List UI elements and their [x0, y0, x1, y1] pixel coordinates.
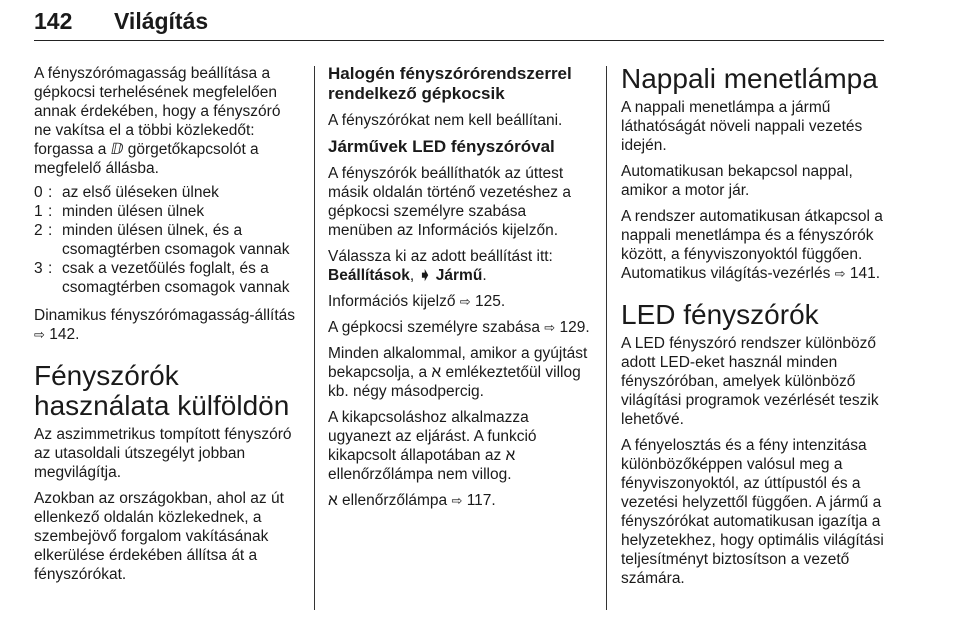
asymmetric-paragraph: Az aszimmetrikus tompított fényszóró az utasoldali útszegélyt jobban megvilágítja. — [34, 426, 292, 481]
select-paragraph: Válassza ki az adott beállítást itt: Beállítások, ➧ Jármű. — [328, 248, 553, 284]
control-lamp-paragraph: ﬡ ellenőrzőlámpa ⇨ 117. — [328, 492, 496, 509]
heading-halogen: Halogén fényszórórendszerrel rendelkező gépkocsik — [328, 64, 572, 103]
page-reference-link[interactable]: 141. — [849, 265, 881, 282]
headlight-control-icon: ﬡ — [505, 447, 516, 464]
arrow-right-icon: ⇨ — [459, 294, 471, 309]
daytime-paragraph-2: Automatikusan bekapcsol nappal, amikor a motor jár. — [621, 163, 853, 199]
headlight-control-icon: ﬡ — [431, 364, 442, 381]
page-reference-link[interactable]: 129. — [559, 319, 590, 336]
daytime-paragraph-3: A rendszer automatikusan átkapcsol a nappali menetlámpa és a fényszórók között, a fényviszonyoktól függően. Automatikus világítás-vezérlés ⇨ 141. — [621, 208, 883, 282]
daytime-paragraph-1: A nappali menetlámpa a jármű láthatóságát növeli nappali vezetés idején. — [621, 99, 863, 154]
column-left — [34, 64, 300, 591]
deactivate-paragraph: A kikapcsoláshoz alkalmazza ugyanezt az eljárást. A funkció kikapcsolt állapotában az ﬡ ellenőrzőlámpa nem villog. — [328, 409, 537, 483]
arrow-right-icon: ⇨ — [544, 320, 556, 335]
column-divider — [314, 66, 315, 610]
settings-menu-label: Beállítások — [328, 267, 410, 284]
page-reference-link[interactable]: 142. — [49, 326, 80, 343]
halogen-paragraph: A fényszórókat nem kell beállítani. — [328, 112, 563, 129]
column-middle — [328, 64, 592, 517]
heading-daytime-lights: Nappali menetlámpa — [621, 63, 878, 94]
list-item: 0 : az első üléseken ülnek — [34, 184, 219, 201]
vehicle-menu-label: ➧ Jármű — [418, 267, 483, 284]
arrow-right-icon: ⇨ — [834, 266, 846, 281]
dynamic-leveling-paragraph: Dinamikus fényszórómagasság-állítás ⇨ 142. — [34, 307, 296, 343]
led-paragraph: A fényszórók beállíthatók az úttest másik oldalán történő vezetéshez a gépkocsi személyre szabása menüben az Információs kijelzőn. — [328, 165, 571, 239]
page-reference-link[interactable]: 117. — [466, 492, 496, 509]
list-item: 2 : minden ülésen ülnek, és a csomagtérben csomagok vannak — [34, 222, 290, 258]
list-item: 1 : minden ülésen ülnek — [34, 203, 205, 220]
heading-led-vehicles: Járművek LED fényszóróval — [328, 137, 555, 156]
page-header — [34, 6, 884, 41]
column-divider — [606, 66, 607, 610]
arrow-right-icon: ⇨ — [451, 493, 463, 508]
position-list — [34, 183, 300, 297]
intro-paragraph: A fényszórómagasság beállítása a gépkocsi terhelésének megfelelően annak érdekében, hogy a fényszóró ne vakítsa el a többi közlekedőt: forgassa a ⅅ görgetőkapcsolót a megfelelő állásba. — [34, 65, 281, 177]
customization-paragraph: A gépkocsi személyre szabása ⇨ 129. — [328, 319, 590, 336]
ignition-paragraph: Minden alkalommal, amikor a gyújtást bekapcsolja, a ﬡ emlékeztetőül villog kb. négy másodpercig. — [328, 345, 588, 400]
arrow-right-icon: ⇨ — [34, 327, 45, 342]
info-display-paragraph: Információs kijelző ⇨ 125. — [328, 293, 506, 310]
heading-led-headlights: LED fényszórók — [621, 299, 819, 330]
heading-abroad: Fényszórók használata külföldön — [34, 360, 290, 421]
headlight-control-icon: ﬡ — [328, 492, 338, 509]
led-system-paragraph: A LED fényszóró rendszer különböző adott LED-eket használ minden fényszóróban, amelyek különböző világítási programok vezérlését teszik lehetővé. — [621, 335, 879, 428]
column-right — [621, 64, 889, 595]
page-reference-link[interactable]: 125. — [475, 293, 506, 310]
section-title: Világítás — [114, 8, 209, 34]
light-distribution-paragraph: A fényelosztás és a fény intenzitása különbözőképpen valósul meg a fényviszonyoktól, az úttípustól és a vezetési helyzettől függően. A jármű a fényszórókat automatikusan igazítja a helyzetekhez, hogy optimális világítási teljesítményt biztosítson a vezető számára. — [621, 437, 884, 587]
adjust-paragraph: Azokban az országokban, ahol az út ellenkező oldalán közlekednek, a szembejövő forgalom vakításának elkerülése érdekében állítsa át a fényszórókat. — [34, 490, 284, 583]
page-number: 142 — [34, 8, 73, 34]
list-item: 3 : csak a vezetőülés foglalt, és a csomagtérben csomagok vannak — [34, 260, 290, 296]
thumbwheel-icon: ⅅ — [110, 141, 124, 158]
